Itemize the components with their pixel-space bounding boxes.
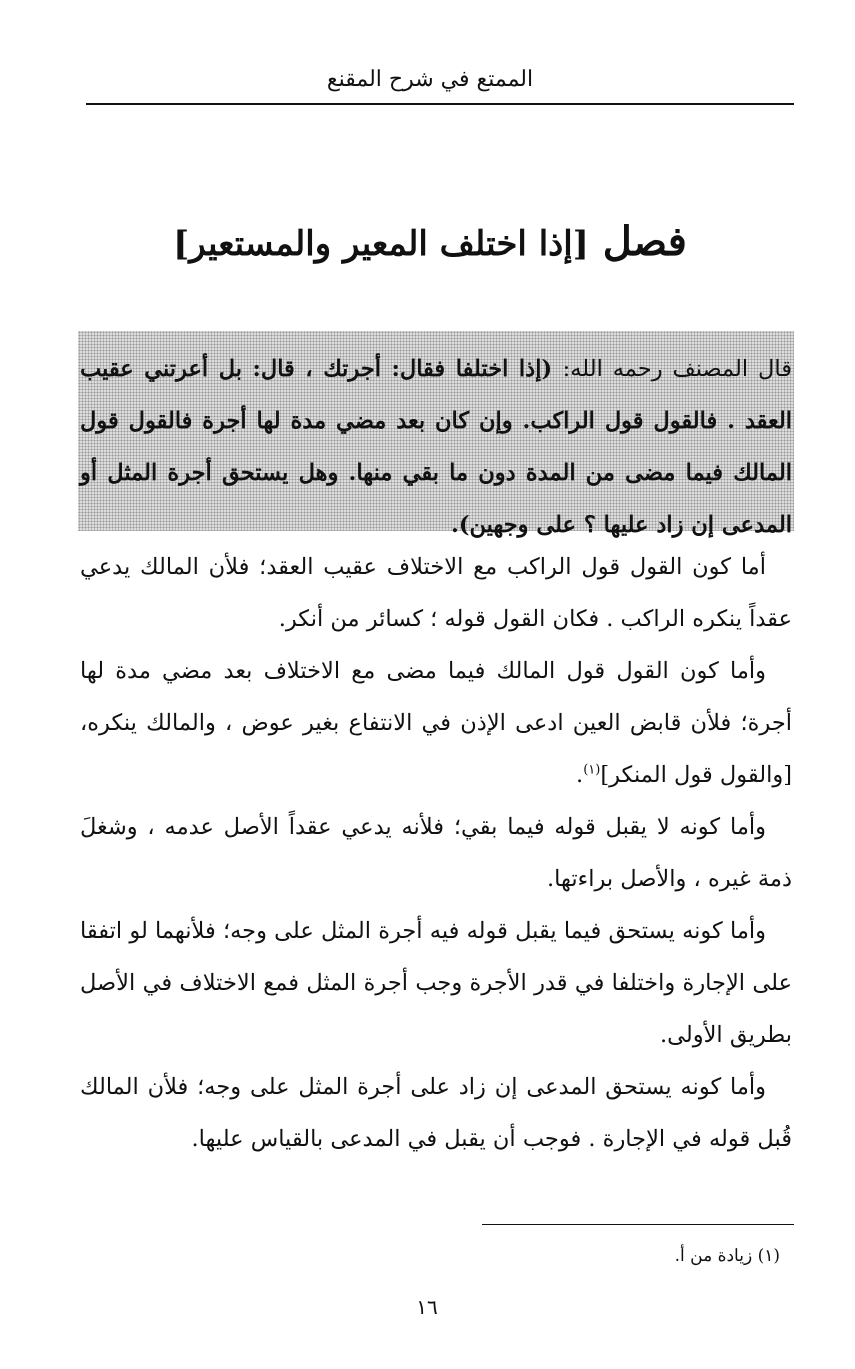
page-number: ١٦ xyxy=(416,1295,438,1319)
commentary-paragraph-2 xyxy=(80,645,792,801)
commentary-paragraph-5: وأما كونه يستحق المدعى إن زاد على أجرة المثل على وجه؛ فلأن المالك قُبل قوله في الإجارة . فوجب أن يقبل في المدعى بالقياس عليها. xyxy=(80,1074,792,1152)
matn-quote: (إذا اختلفا فقال: أجرتك ، قال: بل أعرتني عقيب العقد . فالقول قول الراكب. وإن كان بعد مضي مدة لها أجرة فالقول قول المالك فيما مضى من المدة دون ما بقي منها. وهل يستحق أجرة المثل أو المدعى إن زاد عليها ؟ على وجهين). xyxy=(80,356,792,538)
section-title xyxy=(150,212,710,274)
matn-text xyxy=(80,343,792,551)
commentary-paragraph-1: أما كون القول قول الراكب مع الاختلاف عقيب العقد؛ فلأن المالك يدعي عقداً ينكره الراكب . فكان القول قوله ؛ كسائر من أنكر. xyxy=(80,554,792,632)
commentary-body xyxy=(80,541,792,1165)
footnote: (١) زيادة من أ. xyxy=(674,1246,780,1266)
commentary-paragraph-4: وأما كونه يستحق فيما يقبل قوله فيه أجرة المثل على وجه؛ فلأنهما لو اتفقا على الإجارة واختلفا في قدر الأجرة وجب أجرة المثل فمع الاختلاف في الأصل بطريق الأولى. xyxy=(80,918,792,1048)
section-title-bracket: [إذا اختلف المعير والمستعير] xyxy=(173,224,589,264)
footnote-divider xyxy=(482,1224,794,1225)
insert-end: . xyxy=(576,762,584,788)
header-divider xyxy=(86,103,794,105)
bracketed-insert: [والقول قول المنكر] xyxy=(600,762,792,788)
running-header: الممتع في شرح المقنع xyxy=(326,67,534,92)
section-title-main: فصل xyxy=(602,218,687,265)
commentary-paragraph-2-text: وأما كون القول قول المالك فيما مضى مع الاختلاف بعد مضي مدة لها أجرة؛ فلأن قابض العين ادعى الإذن في الانتفاع بغير عوض ، والمالك ينكره، xyxy=(80,658,792,736)
commentary-paragraph-3: وأما كونه لا يقبل قوله فيما بقي؛ فلأنه يدعي عقداً الأصل عدمه ، وشغلَ ذمة غيره ، والأصل براءتها. xyxy=(80,814,792,892)
footnote-marker: (١) xyxy=(583,762,601,778)
matn-intro: قال المصنف رحمه الله: xyxy=(562,356,792,382)
